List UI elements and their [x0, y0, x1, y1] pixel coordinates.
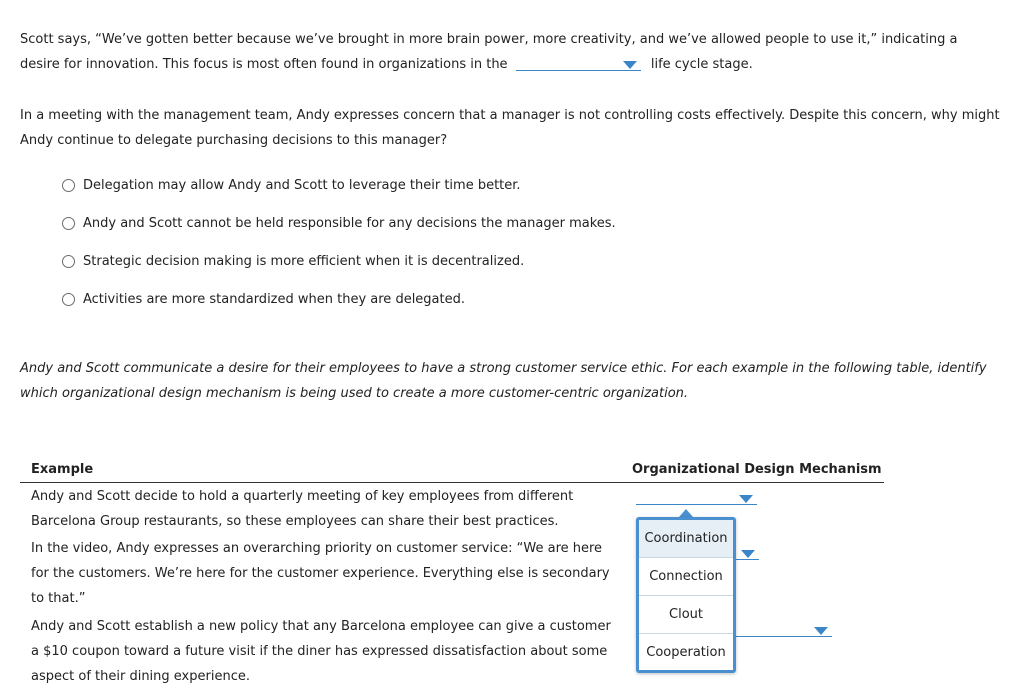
radio-button-icon[interactable] — [62, 255, 75, 268]
q2-option-4[interactable] — [62, 290, 465, 308]
q1-text-after: life cycle stage. — [650, 57, 753, 72]
table-row-1-example: Andy and Scott decide to hold a quarterly meeting of key employees from different Barcelona Group restaurants, so these employees can share their best practices. — [31, 489, 574, 529]
q2-option-1-label: Delegation may allow Andy and Scott to leverage their time better. — [83, 177, 521, 193]
option-cooperation[interactable]: Cooperation — [646, 645, 726, 660]
mechanism-options-popup — [636, 517, 736, 673]
lifecycle-stage-dropdown[interactable] — [516, 56, 641, 71]
q2-option-3-label: Strategic decision making is more efficient when it is decentralized. — [83, 253, 525, 269]
caret-down-icon — [814, 627, 828, 635]
q2-option-2[interactable] — [62, 214, 616, 232]
caret-down-icon — [623, 61, 637, 69]
radio-button-icon[interactable] — [62, 293, 75, 306]
option-clout[interactable]: Clout — [639, 596, 733, 634]
q3-prompt: Andy and Scott communicate a desire for their employees to have a strong customer service ethic. For each example in the following table, identify which organizational design mechanism is being used to create a more customer-centric organization. — [20, 361, 987, 401]
table-row-2-example: In the video, Andy expresses an overarching priority on customer service: “We are here for the customers. We’re here for the customer experience. Everything else is secondary to that.” — [31, 541, 610, 606]
option-connection[interactable]: Connection — [639, 558, 733, 596]
q2-prompt: In a meeting with the management team, Andy expresses concern that a manager is not controlling costs effectively. Despite this concern, why might Andy continue to delegate purchasing decisions to this manager? — [20, 108, 1000, 148]
q2-option-3[interactable] — [62, 252, 524, 270]
table-header-mechanism: Organizational Design Mechanism — [632, 462, 882, 477]
table-header-divider — [20, 482, 884, 483]
caret-down-icon — [741, 550, 755, 558]
q2-option-2-label: Andy and Scott cannot be held responsible for any decisions the manager makes. — [83, 215, 616, 231]
popup-pointer-icon — [679, 509, 693, 517]
q2-option-4-label: Activities are more standardized when they are delegated. — [83, 291, 465, 307]
row-1-mechanism-dropdown[interactable] — [636, 490, 757, 505]
radio-button-icon[interactable] — [62, 179, 75, 192]
q1-text-before: Scott says, “We’ve gotten better because we’ve brought in more brain power, more creativity, and we’ve allowed people to use it,” indicating a desire for innovation. This focus is most often found in organizations in the — [20, 32, 958, 72]
q2-option-1[interactable] — [62, 176, 521, 194]
q1-text — [20, 27, 1000, 77]
caret-down-icon — [739, 495, 753, 503]
table-row-3-example: Andy and Scott establish a new policy that any Barcelona employee can give a customer a $10 coupon toward a future visit if the diner has expressed dissatisfaction about some aspect of their dining experience. — [31, 619, 611, 684]
table-header-example: Example — [31, 462, 94, 477]
radio-button-icon[interactable] — [62, 217, 75, 230]
option-coordination[interactable]: Coordination — [639, 520, 733, 558]
